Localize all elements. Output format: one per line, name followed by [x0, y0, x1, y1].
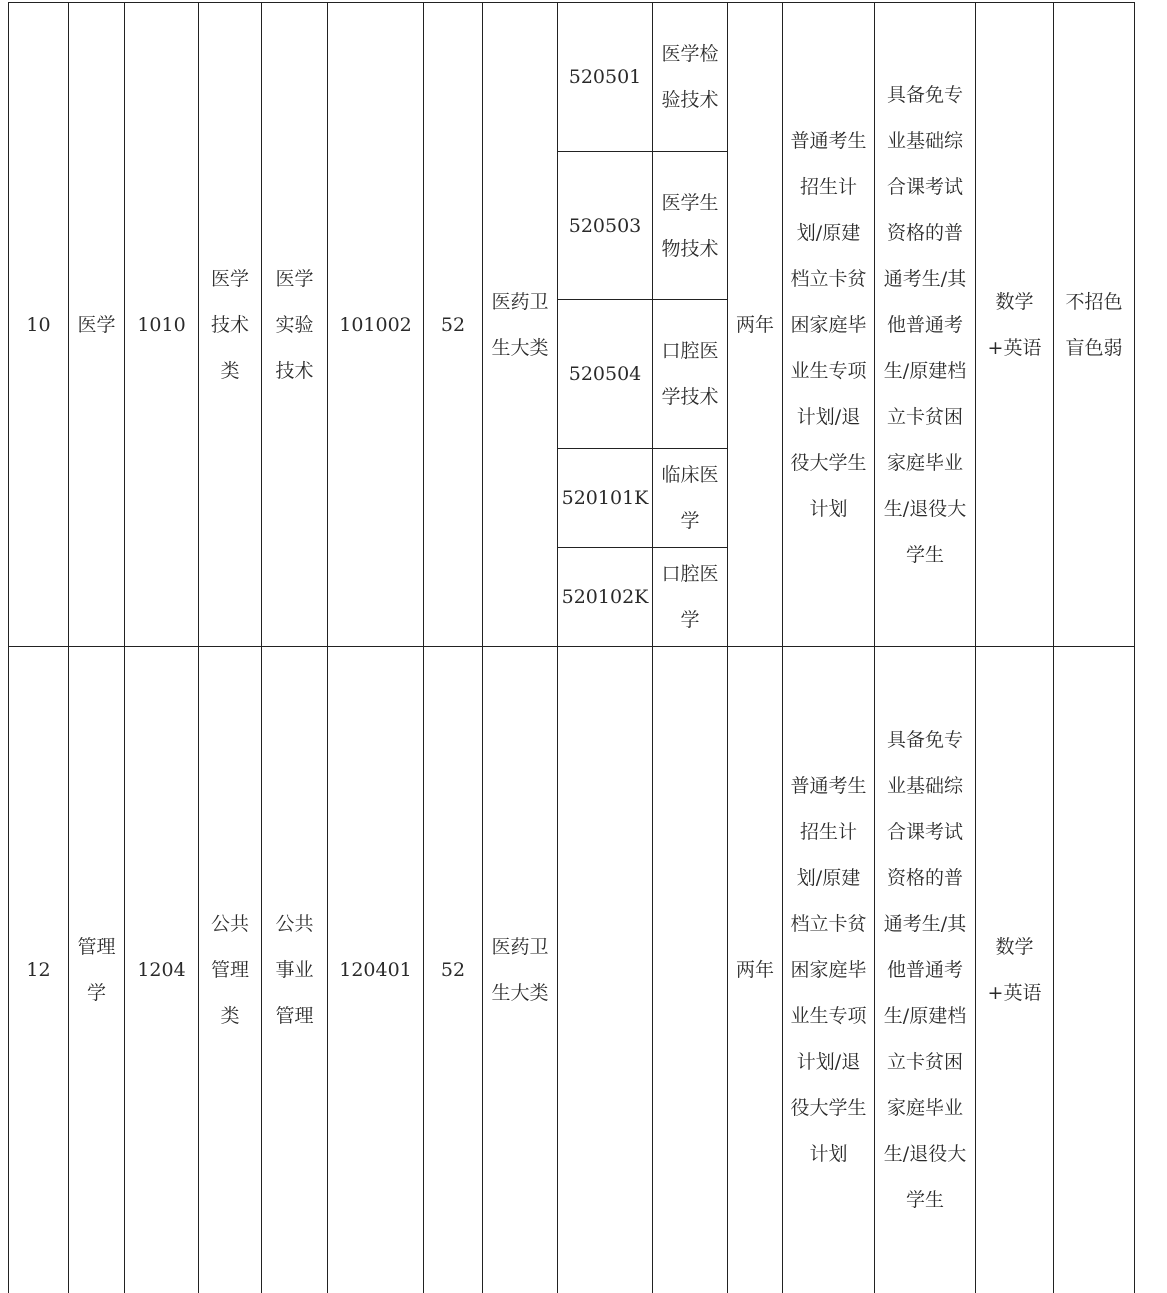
cell-sub-code: [558, 647, 653, 1293]
cell-eligibility: 具备免专业基础综合课考试资格的普通考生/其他普通考生/原建档立卡贫困家庭毕业生/退役大学生: [875, 3, 976, 647]
cell-hv-code: 52: [424, 3, 483, 647]
cell-duration: 两年: [728, 3, 783, 647]
cell-sub-code: 520501: [558, 3, 653, 152]
cell-sub-code: 520102K: [558, 548, 653, 647]
admissions-table: [8, 2, 1135, 1293]
cell-plan: 普通考生招生计划/原建档立卡贫困家庭毕业生专项计划/退役大学生计划: [783, 3, 875, 647]
cell-discipline: 医学: [69, 3, 125, 647]
cell-category: 医学技术类: [199, 3, 262, 647]
cell-discipline-code: 1010: [125, 3, 199, 647]
cell-eligibility: 具备免专业基础综合课考试资格的普通考生/其他普通考生/原建档立卡贫困家庭毕业生/退役大学生: [875, 647, 976, 1293]
cell-hv-category: 医药卫生大类: [483, 647, 558, 1293]
cell-sub-name: 医学检验技术: [653, 3, 728, 152]
cell-restriction: 不招色盲色弱: [1054, 3, 1135, 647]
cell-discipline: 管理学: [69, 647, 125, 1293]
cell-sub-name: 临床医学: [653, 449, 728, 548]
cell-restriction: [1054, 647, 1135, 1293]
cell-category: 公共管理类: [199, 647, 262, 1293]
cell-sub-name: 医学生物技术: [653, 152, 728, 300]
cell-discipline-code: 1204: [125, 647, 199, 1293]
cell-major-code: 120401: [328, 647, 424, 1293]
cell-no: 12: [9, 647, 69, 1293]
cell-sub-name: 口腔医学技术: [653, 300, 728, 449]
cell-duration: 两年: [728, 647, 783, 1293]
cell-major: 医学实验技术: [262, 3, 328, 647]
cell-hv-category: 医药卫生大类: [483, 3, 558, 647]
cell-no: 10: [9, 3, 69, 647]
cell-major-code: 101002: [328, 3, 424, 647]
cell-sub-name: 口腔医学: [653, 548, 728, 647]
table-row: [9, 3, 1135, 152]
cell-hv-code: 52: [424, 647, 483, 1293]
cell-sub-code: 520101K: [558, 449, 653, 548]
cell-sub-code: 520503: [558, 152, 653, 300]
cell-subjects: 数学+英语: [976, 647, 1054, 1293]
cell-sub-code: 520504: [558, 300, 653, 449]
cell-subjects: 数学+英语: [976, 3, 1054, 647]
table-row: [9, 647, 1135, 1293]
cell-plan: 普通考生招生计划/原建档立卡贫困家庭毕业生专项计划/退役大学生计划: [783, 647, 875, 1293]
cell-sub-name: [653, 647, 728, 1293]
cell-major: 公共事业管理: [262, 647, 328, 1293]
